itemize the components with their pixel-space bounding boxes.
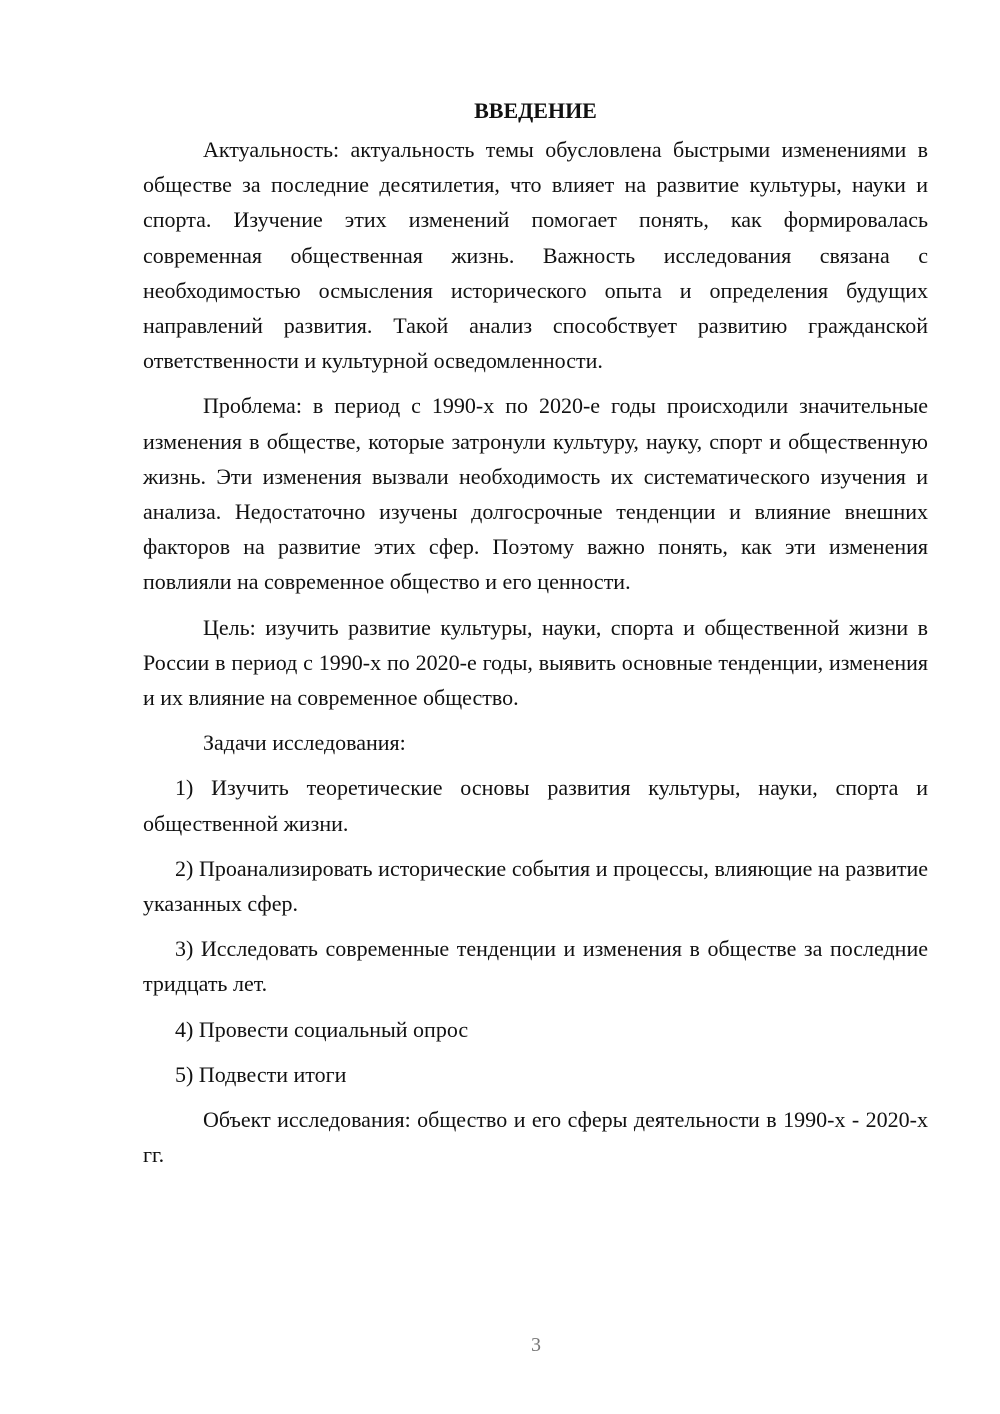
tasks-heading: Задачи исследования:	[203, 730, 406, 756]
relevance-paragraph: Актуальность: актуальность темы обусловлена быстрыми изменениями в обществе за последние десятилетия, что влияет на развитие культуры, науки и спорта. Изучение этих изменений помогает понять, как формировалась современная общественная жизнь. Важность исследования связана с необходимостью осмысления исторического опыта и определения будущих направлений развития. Такой анализ способствует развитию гражданской ответственности и культурной осведомленности.	[143, 137, 928, 374]
task-item: 1) Изучить теоретические основы развития культуры, науки, спорта и общественной жизни.	[143, 775, 928, 836]
task-item: 4) Провести социальный опрос	[175, 1016, 469, 1042]
section-title: ВВЕДЕНИЕ	[474, 98, 597, 123]
task-item: 3) Исследовать современные тенденции и изменения в обществе за последние тридцать лет.	[143, 936, 928, 997]
goal-paragraph: Цель: изучить развитие культуры, науки, спорта и общественной жизни в России в период с 1990-х по 2020-е годы, выявить основные тенденции, изменения и их влияние на современное общество.	[143, 614, 928, 711]
problem-paragraph: Проблема: в период с 1990-х по 2020-е годы происходили значительные изменения в обществе, которые затронули культуру, науку, спорт и общественную жизнь. Эти изменения вызвали необходимость их систематического изучения и анализа. Недостаточно изучены долгосрочные тенденции и влияние внешних факторов на развитие этих сфер. Поэтому важно понять, как эти изменения повлияли на современное общество и его ценности.	[143, 393, 928, 595]
task-item: 2) Проанализировать исторические события и процессы, влияющие на развитие указанных сфер.	[143, 855, 928, 917]
task-item: 5) Подвести итоги	[175, 1061, 347, 1087]
document-page	[143, 96, 928, 1182]
page-number: 3	[531, 1334, 541, 1356]
object-paragraph: Объект исследования: общество и его сферы деятельности в 1990-х - 2020-х гг.	[143, 1107, 928, 1168]
